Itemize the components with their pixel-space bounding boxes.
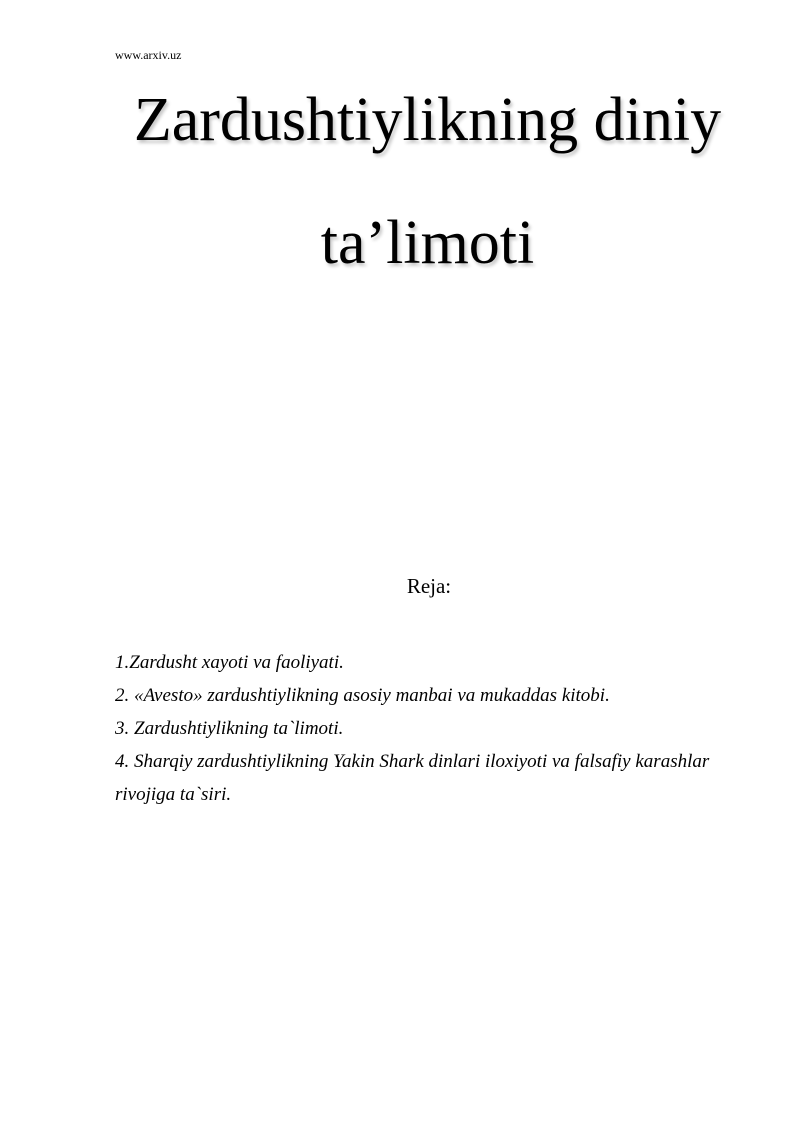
plan-heading: Reja: [406,574,452,598]
plan-list [115,646,715,811]
plan-item-4: 4. Sharqiy zardushtiylikning Yakin Shark dinlari iloxiyoti va falsafiy karashlar rivojiga ta`siri. [115,751,710,805]
plan-item-1: 1.Zardusht xayoti va faoliyati. [115,652,344,673]
title-line-2: ta’limoti [320,209,535,277]
plan-item-3: 3. Zardushtiylikning ta`limoti. [115,718,344,739]
document-title [0,80,800,326]
header-url: www.arxiv.uz [115,48,182,62]
title-line-1: Zardushtiylikning diniy [133,86,722,154]
plan-item-2: 2. «Avesto» zardushtiylikning asosiy manbai va mukaddas kitobi. [115,685,610,706]
